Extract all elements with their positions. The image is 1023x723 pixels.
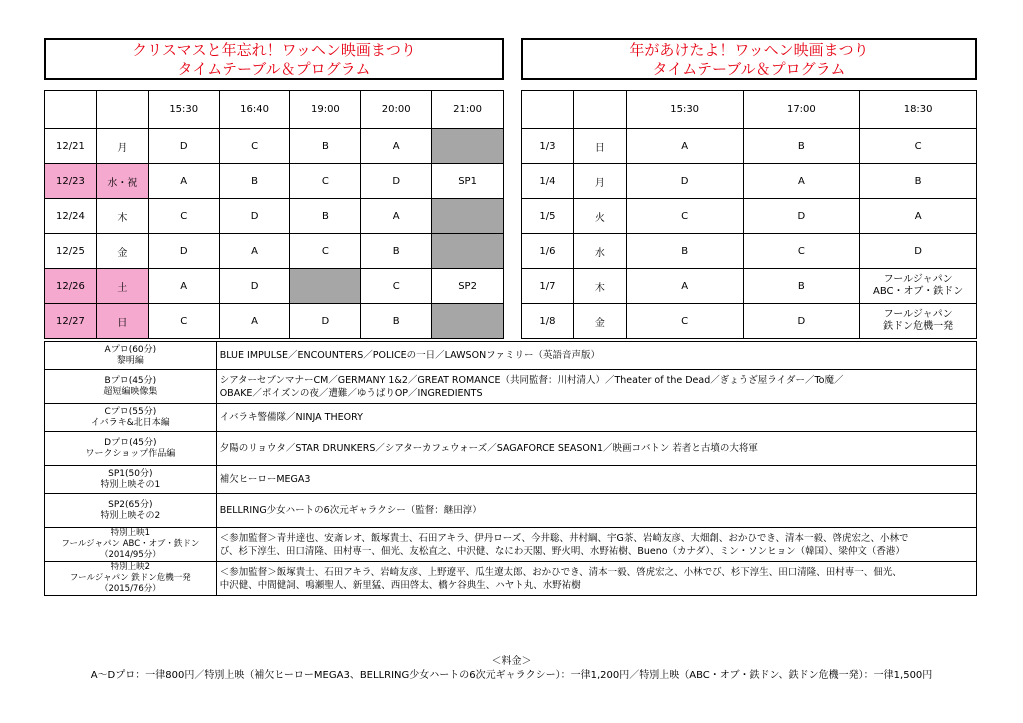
program-cell: フールジャパン ABC・オブ・鉄ドン bbox=[860, 269, 977, 304]
program-name-line: イバラキ&北日本編 bbox=[90, 417, 170, 428]
schedule-row bbox=[522, 164, 977, 199]
date-cell: 12/25 bbox=[45, 234, 97, 269]
program-cell: D bbox=[626, 164, 743, 199]
program-content-cell bbox=[216, 528, 976, 562]
program-cell: D bbox=[148, 234, 219, 269]
program-cell: B bbox=[361, 234, 432, 269]
left-title-line2: タイムテーブル＆プログラム bbox=[177, 60, 371, 78]
time-header-cell: 16:40 bbox=[219, 91, 290, 129]
schedule-row bbox=[522, 234, 977, 269]
schedule-row bbox=[45, 234, 504, 269]
program-cell: C bbox=[290, 164, 361, 199]
program-cell: D bbox=[148, 129, 219, 164]
program-cell: A bbox=[219, 234, 290, 269]
date-cell: 12/24 bbox=[45, 199, 97, 234]
program-content-line: BLUE IMPULSE／ENCOUNTERS／POLICEの一日／LAWSONファミリー（英語音声版） bbox=[219, 350, 600, 361]
program-name-line: ワークショップ作品編 bbox=[85, 448, 176, 459]
program-cell: C bbox=[626, 304, 743, 339]
program-name-line: SP2(65分) bbox=[108, 499, 153, 510]
program-cell: C bbox=[290, 234, 361, 269]
program-name-cell bbox=[45, 370, 217, 404]
schedule-row bbox=[522, 199, 977, 234]
program-cell: B bbox=[626, 234, 743, 269]
program-name-cell bbox=[45, 404, 217, 432]
program-cell: D bbox=[743, 304, 860, 339]
program-content-line: シアターセブンマナーCM／GERMANY 1&2／GREAT ROMANCE（共同監督：川村清人）／Theater of the Dead／ぎょうざ屋ライダー／To魔／ bbox=[219, 374, 844, 386]
program-content-line: び、杉下淳生、田口清隆、田村専一、佃光、友松直之、中沢健、なにわ天閣、野火明、水野祐樹、Bueno（カナダ）、ミン・ソンヒョン（韓国）、梁仲文（香港） bbox=[219, 545, 905, 557]
program-cell: C bbox=[148, 304, 219, 339]
program-content-cell bbox=[216, 404, 976, 432]
schedule-row bbox=[45, 164, 504, 199]
no-screening-cell bbox=[432, 129, 504, 164]
program-cell: SP2 bbox=[432, 269, 504, 304]
program-table bbox=[44, 341, 977, 596]
program-cell: D bbox=[219, 269, 290, 304]
program-cell: A bbox=[860, 199, 977, 234]
program-cell: A bbox=[148, 269, 219, 304]
day-cell: 月 bbox=[96, 129, 148, 164]
schedule-row bbox=[522, 129, 977, 164]
program-content-line: BELLRING少女ハートの6次元ギャラクシー（監督：継田淳） bbox=[219, 505, 482, 516]
program-name-cell bbox=[45, 494, 217, 528]
program-name-line: 超短編映像集 bbox=[103, 386, 158, 397]
date-cell: 12/26 bbox=[45, 269, 97, 304]
program-cell: C bbox=[219, 129, 290, 164]
program-name-line: 特別上映2 bbox=[110, 562, 151, 572]
day-header-cell bbox=[96, 91, 148, 129]
program-content-cell bbox=[216, 494, 976, 528]
program-name-line: 特別上映1 bbox=[110, 528, 151, 538]
program-name-line: SP1(50分) bbox=[108, 468, 153, 479]
schedule-row bbox=[522, 269, 977, 304]
time-header-cell: 17:00 bbox=[743, 91, 860, 129]
program-row bbox=[45, 466, 977, 494]
program-name-line: （2015/76分） bbox=[99, 584, 161, 594]
day-cell: 日 bbox=[96, 304, 148, 339]
program-content-line: 中沢健、中間健詞、鳴瀬聖人、新里猛、西田啓太、橋ケ谷典生、ハヤト丸、水野祐樹 bbox=[219, 579, 581, 591]
program-cell: SP1 bbox=[432, 164, 504, 199]
program-name-line: 特別上映その2 bbox=[100, 510, 161, 521]
program-cell: C bbox=[148, 199, 219, 234]
program-cell: C bbox=[361, 269, 432, 304]
program-cell: C bbox=[743, 234, 860, 269]
program-row bbox=[45, 562, 977, 596]
schedule-row bbox=[45, 269, 504, 304]
program-content-cell bbox=[216, 466, 976, 494]
no-screening-cell bbox=[290, 269, 361, 304]
program-row bbox=[45, 494, 977, 528]
program-cell: フールジャパン 鉄ドン危機一発 bbox=[860, 304, 977, 339]
date-cell: 1/5 bbox=[522, 199, 574, 234]
program-name-line: フールジャパン ABC・オブ・鉄ドン bbox=[61, 539, 200, 549]
program-cell: A bbox=[219, 304, 290, 339]
program-cell: B bbox=[743, 269, 860, 304]
time-header-cell: 20:00 bbox=[361, 91, 432, 129]
date-cell: 1/7 bbox=[522, 269, 574, 304]
program-cell: D bbox=[743, 199, 860, 234]
program-name-cell bbox=[45, 528, 217, 562]
program-name-line: フールジャパン 鉄ドン危機一発 bbox=[69, 573, 191, 583]
schedule-row bbox=[45, 304, 504, 339]
program-cell: A bbox=[361, 129, 432, 164]
program-cell: B bbox=[860, 164, 977, 199]
program-content-cell bbox=[216, 342, 976, 370]
date-cell: 1/8 bbox=[522, 304, 574, 339]
program-name-cell bbox=[45, 342, 217, 370]
right-title bbox=[521, 38, 977, 80]
fee-heading: ＜料金＞ bbox=[491, 656, 532, 667]
day-cell: 木 bbox=[573, 269, 626, 304]
program-cell: D bbox=[219, 199, 290, 234]
program-cell: A bbox=[148, 164, 219, 199]
program-content-cell bbox=[216, 562, 976, 596]
no-screening-cell bbox=[432, 304, 504, 339]
day-cell: 木 bbox=[96, 199, 148, 234]
right-title-line1: 年があけたよ！ワッヘン映画まつり bbox=[629, 41, 869, 59]
program-row bbox=[45, 528, 977, 562]
program-cell: A bbox=[626, 269, 743, 304]
program-cell: D bbox=[860, 234, 977, 269]
date-header-cell bbox=[522, 91, 574, 129]
schedule-row bbox=[522, 304, 977, 339]
date-cell: 12/27 bbox=[45, 304, 97, 339]
program-content-line: ＜参加監督＞飯塚貴士、石田アキラ、岩崎友彦、上野遼平、瓜生遼太郎、おかひでき、清本一毅、啓虎宏之、小林でび、杉下淳生、田口清隆、田村専一、佃光、 bbox=[219, 566, 902, 578]
program-cell: A bbox=[361, 199, 432, 234]
program-cell: C bbox=[626, 199, 743, 234]
day-header-cell bbox=[573, 91, 626, 129]
program-row bbox=[45, 432, 977, 466]
no-screening-cell bbox=[432, 234, 504, 269]
time-header-cell: 19:00 bbox=[290, 91, 361, 129]
day-cell: 土 bbox=[96, 269, 148, 304]
program-content-cell bbox=[216, 370, 976, 404]
day-cell: 日 bbox=[573, 129, 626, 164]
program-cell: B bbox=[219, 164, 290, 199]
program-cell: C bbox=[860, 129, 977, 164]
right-title-line2: タイムテーブル＆プログラム bbox=[652, 60, 846, 78]
schedule-row bbox=[45, 129, 504, 164]
program-row bbox=[45, 404, 977, 432]
time-header-cell: 15:30 bbox=[626, 91, 743, 129]
left-schedule-table bbox=[44, 90, 504, 339]
date-header-cell bbox=[45, 91, 97, 129]
date-cell: 1/6 bbox=[522, 234, 574, 269]
day-cell: 水 bbox=[573, 234, 626, 269]
program-name-cell bbox=[45, 466, 217, 494]
program-name-cell bbox=[45, 562, 217, 596]
program-cell: B bbox=[290, 129, 361, 164]
date-cell: 12/21 bbox=[45, 129, 97, 164]
time-header-cell: 15:30 bbox=[148, 91, 219, 129]
no-screening-cell bbox=[432, 199, 504, 234]
day-cell: 水・祝 bbox=[96, 164, 148, 199]
day-cell: 金 bbox=[96, 234, 148, 269]
program-cell: A bbox=[626, 129, 743, 164]
right-schedule-table bbox=[521, 90, 977, 339]
left-header-row bbox=[45, 91, 504, 129]
program-content-line: OBAKE／ポイズンの夜／遭難／ゆうばりOP／INGREDIENTS bbox=[219, 387, 483, 399]
program-cell: A bbox=[743, 164, 860, 199]
program-cell: D bbox=[290, 304, 361, 339]
time-header-cell: 18:30 bbox=[860, 91, 977, 129]
program-row bbox=[45, 342, 977, 370]
program-cell: D bbox=[361, 164, 432, 199]
day-cell: 月 bbox=[573, 164, 626, 199]
program-name-cell bbox=[45, 432, 217, 466]
program-cell: B bbox=[743, 129, 860, 164]
left-title-line1: クリスマスと年忘れ！ワッヘン映画まつり bbox=[132, 41, 416, 59]
program-name-line: 黎明編 bbox=[116, 355, 144, 366]
program-name-line: Cプロ(55分) bbox=[104, 406, 157, 417]
program-name-line: 特別上映その1 bbox=[100, 479, 161, 490]
program-content-line: ＜参加監督＞青井達也、安斎レオ、飯塚貴士、石田アキラ、伊丹ローズ、今井聡、井村綱、宇G茶、岩崎友彦、大畑創、おかひでき、清本一毅、啓虎宏之、小林で bbox=[219, 532, 909, 544]
date-cell: 12/23 bbox=[45, 164, 97, 199]
right-header-row bbox=[522, 91, 977, 129]
program-name-line: Dプロ(45分) bbox=[104, 437, 157, 448]
fee-text: A～Dプロ：一律800円／特別上映（補欠ヒーローMEGA3、BELLRING少女ハートの6次元ギャラクシー）：一律1,200円／特別上映（ABC・オブ・鉄ドン、鉄ドン危機一発）：一律1,500円 bbox=[90, 670, 933, 681]
time-header-cell: 21:00 bbox=[432, 91, 504, 129]
program-name-line: （2014/95分） bbox=[99, 550, 161, 560]
program-name-line: Aプロ(60分) bbox=[104, 344, 157, 355]
left-title bbox=[44, 38, 504, 80]
program-row bbox=[45, 370, 977, 404]
program-cell: B bbox=[361, 304, 432, 339]
day-cell: 火 bbox=[573, 199, 626, 234]
program-name-line: Bプロ(45分) bbox=[104, 375, 157, 386]
program-content-cell bbox=[216, 432, 976, 466]
date-cell: 1/4 bbox=[522, 164, 574, 199]
date-cell: 1/3 bbox=[522, 129, 574, 164]
schedule-row bbox=[45, 199, 504, 234]
day-cell: 金 bbox=[573, 304, 626, 339]
program-content-line: 補欠ヒーローMEGA3 bbox=[219, 474, 311, 485]
program-content-line: イバラキ警備隊／NINJA THEORY bbox=[219, 412, 363, 423]
program-cell: B bbox=[290, 199, 361, 234]
program-content-line: 夕陽のリョウタ／STAR DRUNKERS／シアターカフェウォーズ／SAGAFORCE SEASON1／映画コバトン 若者と古墳の大将軍 bbox=[219, 443, 758, 454]
